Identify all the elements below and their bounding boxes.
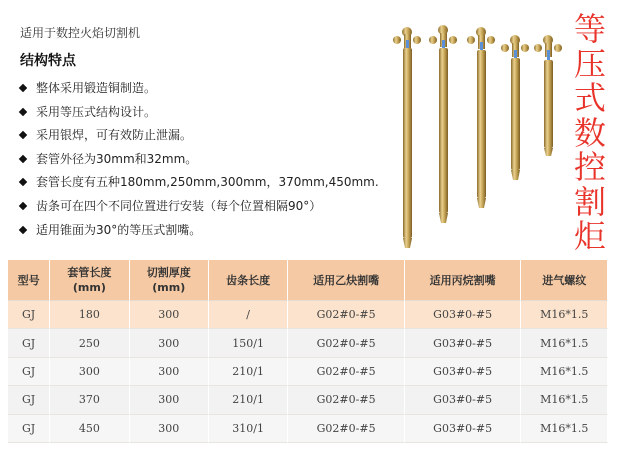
cell-propane-tip: G03#0-#5 — [405, 358, 522, 386]
col-header-model: 型号 — [8, 260, 50, 301]
torch-370 — [429, 25, 457, 223]
feature-item — [18, 196, 408, 220]
col-header-sleeve-length: 套管长度 (mm) — [50, 260, 129, 301]
cell-propane-tip: G03#0-#5 — [405, 329, 522, 357]
table-row — [8, 329, 608, 357]
vertical-title-char: 式 — [573, 79, 606, 117]
cell-acetylene-tip: G02#0-#5 — [288, 386, 405, 414]
table-row — [8, 415, 608, 443]
feature-list — [18, 78, 408, 243]
table-row — [8, 301, 608, 329]
bullet-diamond-icon — [19, 202, 27, 210]
feature-item — [18, 149, 408, 173]
table-header-row — [8, 260, 608, 301]
cell-acetylene-tip: G02#0-#5 — [288, 301, 405, 329]
bullet-diamond-icon — [19, 131, 27, 139]
cell-model: GJ — [8, 386, 50, 414]
torch-180 — [534, 35, 562, 156]
feature-item — [18, 78, 408, 102]
cell-propane-tip: G03#0-#5 — [405, 415, 522, 443]
feature-item — [18, 220, 408, 244]
cell-cut-thickness: 300 — [130, 329, 209, 357]
cell-rack-length: 210/1 — [209, 386, 288, 414]
cell-model: GJ — [8, 358, 50, 386]
feature-text: 套管长度有五种180mm,250mm,300mm，370mm,450mm. — [36, 175, 379, 190]
feature-text: 适用锥面为30°的等压式割嘴。 — [36, 222, 202, 237]
col-header-inlet-thread: 进气螺纹 — [521, 260, 608, 301]
cell-acetylene-tip: G02#0-#5 — [288, 415, 405, 443]
cell-acetylene-tip: G02#0-#5 — [288, 329, 405, 357]
cell-inlet-thread: M16*1.5 — [521, 329, 608, 357]
col-header-acetylene-tip: 适用乙炔割嘴 — [288, 260, 405, 301]
cell-cut-thickness: 300 — [130, 415, 209, 443]
bullet-diamond-icon — [19, 225, 27, 233]
section-title: 结构特点 — [20, 53, 76, 69]
cell-inlet-thread: M16*1.5 — [521, 301, 608, 329]
cell-propane-tip: G03#0-#5 — [405, 386, 522, 414]
cell-sleeve-length: 450 — [50, 415, 129, 443]
table-row — [8, 358, 608, 386]
page-subtitle: 适用于数控火焰切割机 — [20, 26, 141, 40]
cell-cut-thickness: 300 — [130, 386, 209, 414]
table-row — [8, 386, 608, 414]
col-header-rack-length: 齿条长度 — [209, 260, 288, 301]
feature-text: 齿条可在四个不同位置进行安装（每个位置相隔90°） — [36, 198, 322, 213]
cell-model: GJ — [8, 329, 50, 357]
cell-sleeve-length: 180 — [50, 301, 129, 329]
torch-300 — [467, 27, 495, 208]
bullet-diamond-icon — [19, 178, 27, 186]
feature-item — [18, 102, 408, 126]
cell-acetylene-tip: G02#0-#5 — [288, 358, 405, 386]
vertical-title-char: 割 — [573, 182, 606, 221]
cell-rack-length: 150/1 — [209, 329, 288, 357]
spec-table — [8, 260, 608, 443]
col-header-propane-tip: 适用丙烷割嘴 — [405, 260, 522, 301]
cell-model: GJ — [8, 301, 50, 329]
cell-cut-thickness: 300 — [130, 301, 209, 329]
vertical-title-char: 数 — [573, 113, 606, 152]
torch-450 — [393, 27, 421, 248]
vertical-title-char: 控 — [573, 148, 606, 186]
cutting-torches-image — [380, 18, 580, 250]
feature-item — [18, 172, 408, 196]
cell-sleeve-length: 300 — [50, 358, 129, 386]
cell-inlet-thread: M16*1.5 — [521, 358, 608, 386]
cell-model: GJ — [8, 415, 50, 443]
vertical-product-title — [568, 12, 612, 254]
feature-text: 整体采用锻造铜制造。 — [36, 81, 157, 95]
vertical-title-char: 等 — [573, 10, 606, 48]
cell-cut-thickness: 300 — [130, 358, 209, 386]
feature-item — [18, 125, 408, 149]
cell-rack-length: / — [209, 301, 288, 329]
torch-250 — [501, 35, 529, 180]
feature-text: 套管外径为30mm和32mm。 — [36, 151, 198, 166]
bullet-diamond-icon — [19, 84, 27, 92]
cell-inlet-thread: M16*1.5 — [521, 386, 608, 414]
cell-inlet-thread: M16*1.5 — [521, 415, 608, 443]
cell-sleeve-length: 370 — [50, 386, 129, 414]
feature-text: 采用等压式结构设计。 — [36, 104, 157, 119]
bullet-diamond-icon — [19, 107, 27, 115]
cell-propane-tip: G03#0-#5 — [405, 301, 522, 329]
vertical-title-char: 压 — [573, 44, 606, 83]
bullet-diamond-icon — [19, 155, 27, 163]
cell-rack-length: 310/1 — [209, 415, 288, 443]
cell-sleeve-length: 250 — [50, 329, 129, 357]
vertical-title-char: 炬 — [573, 217, 606, 255]
feature-text: 采用银焊，可有效防止泄漏。 — [36, 128, 193, 143]
cell-rack-length: 210/1 — [209, 358, 288, 386]
col-header-cut-thickness: 切割厚度 (mm) — [130, 260, 209, 301]
